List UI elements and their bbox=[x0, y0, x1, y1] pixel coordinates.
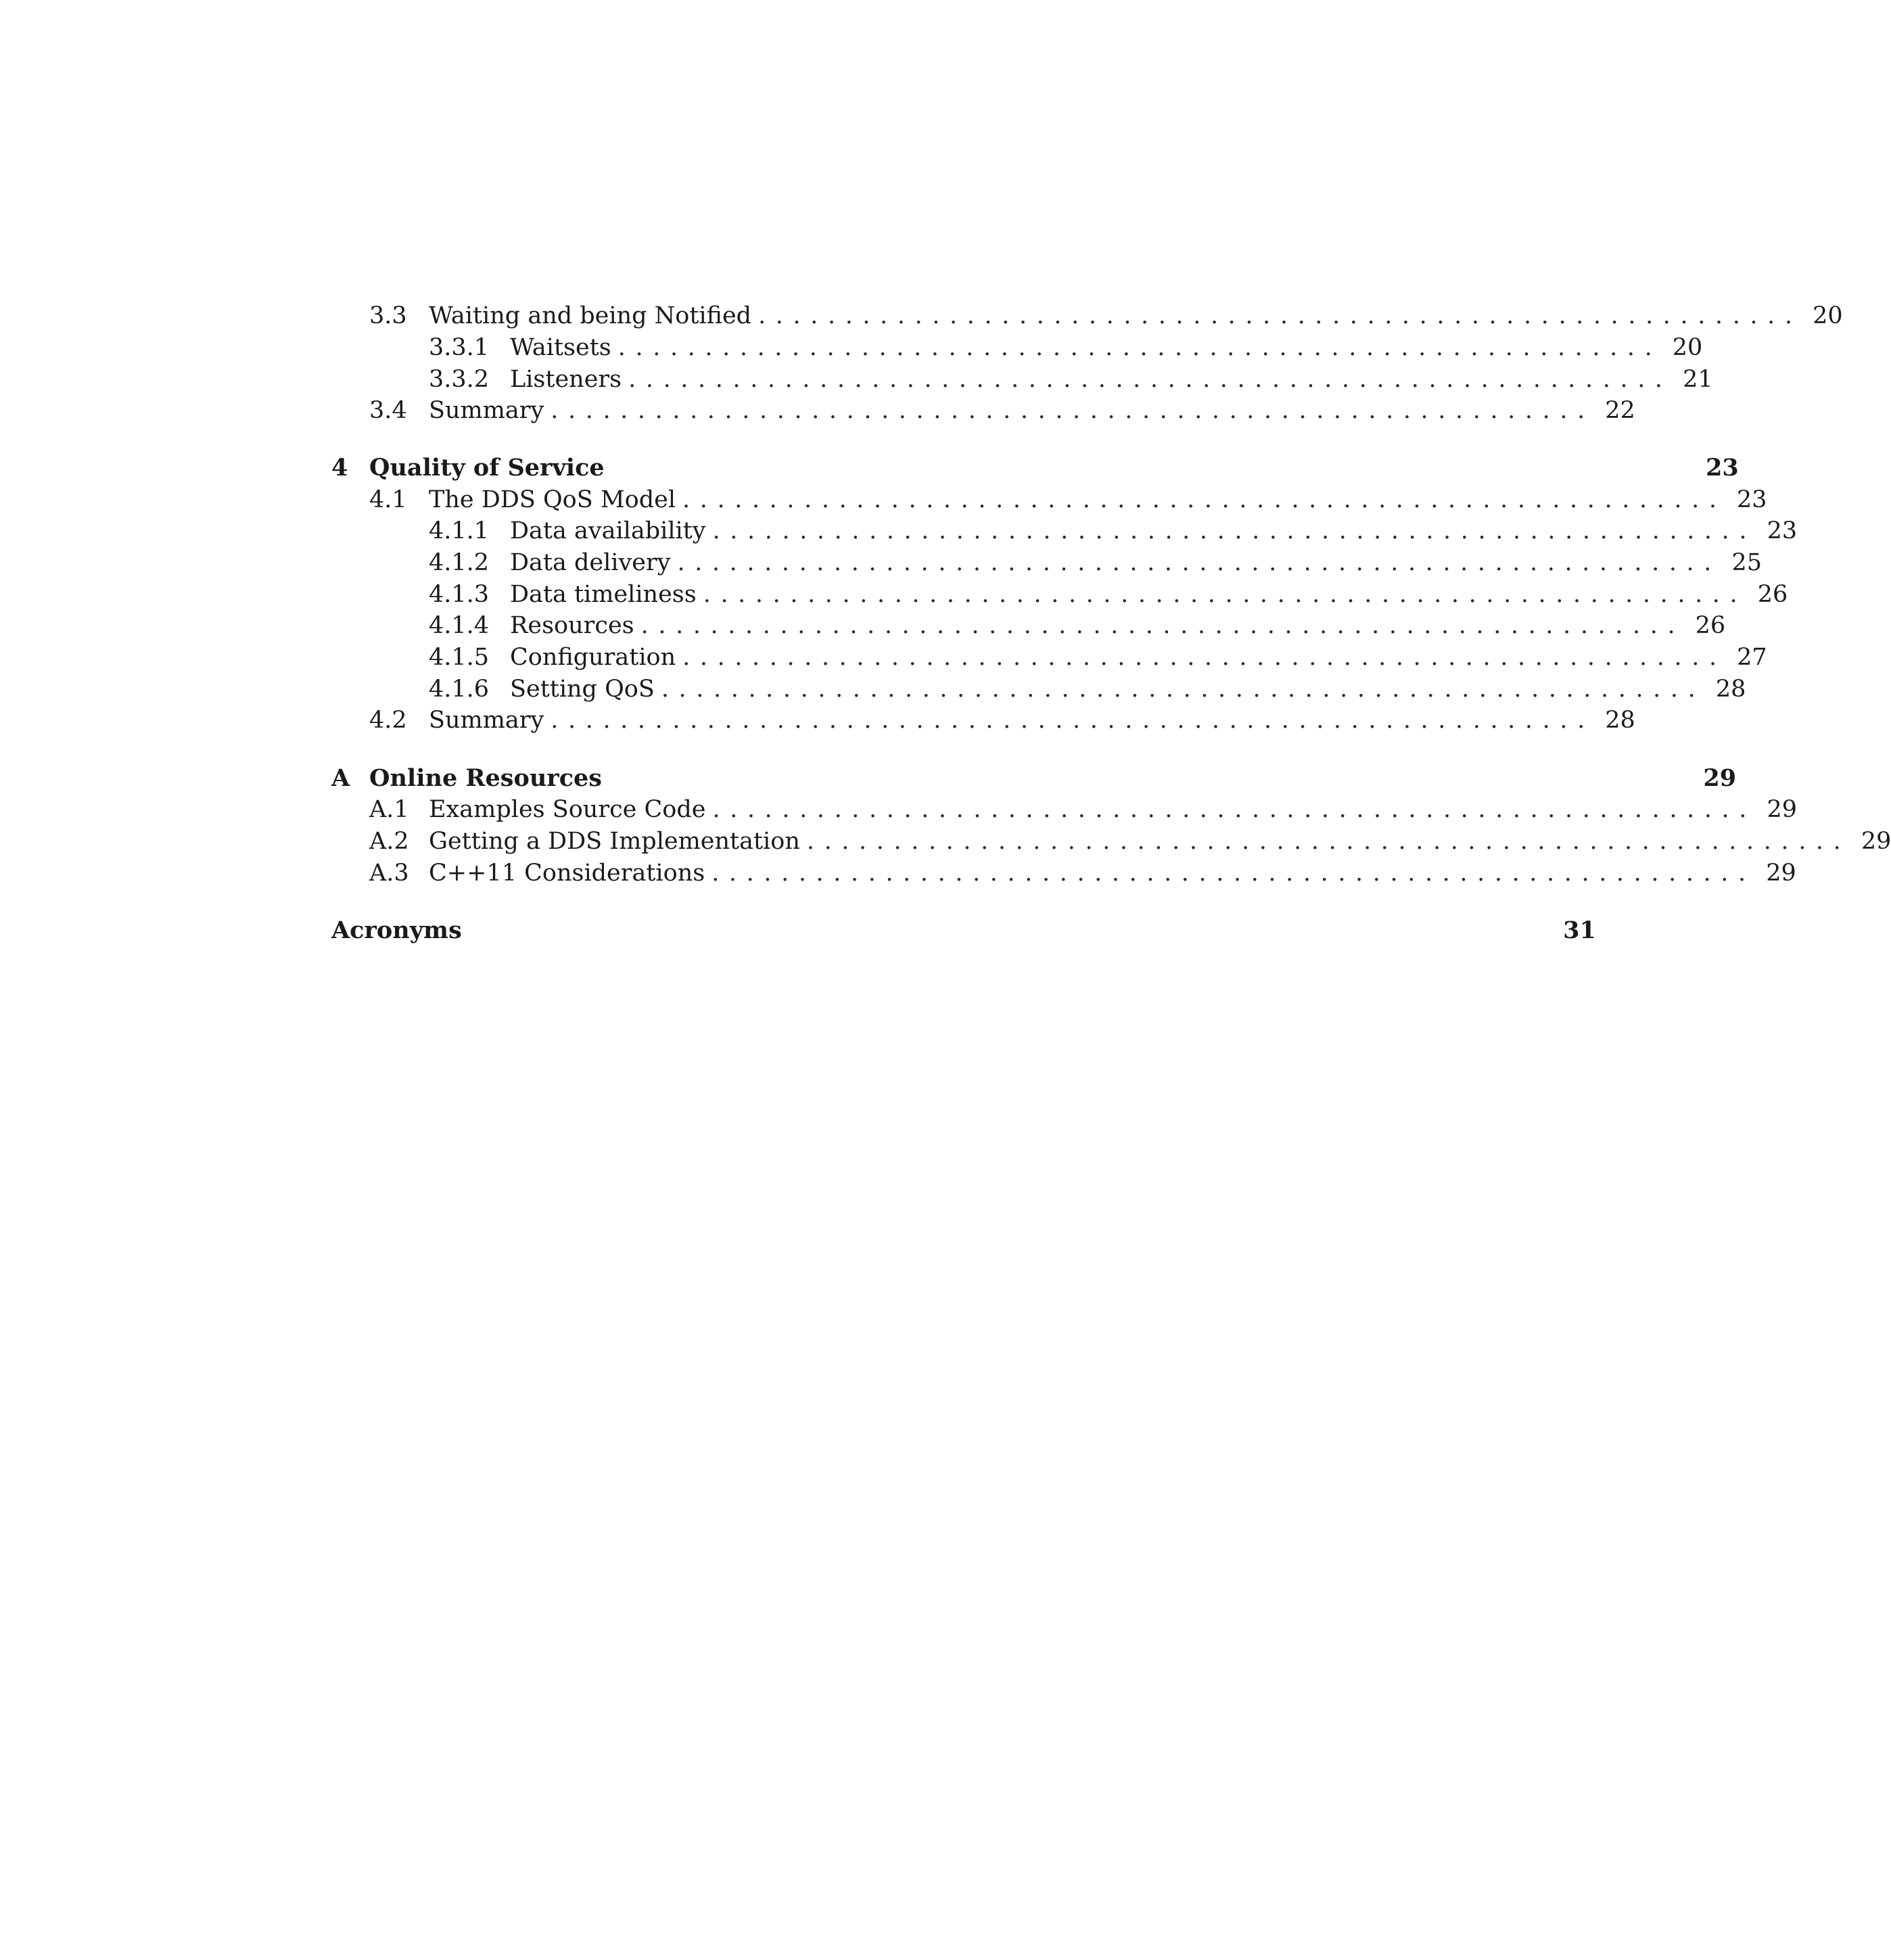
toc-entry-page-number: 26 bbox=[1695, 612, 1726, 639]
toc-entry-number: 4.1.3 bbox=[429, 581, 490, 608]
toc-chapter-entry[interactable] bbox=[331, 764, 1737, 793]
toc-entry-title: Data timeliness bbox=[510, 581, 697, 608]
toc-subsection-entry[interactable] bbox=[429, 333, 1703, 363]
toc-dot-leader: ............................................................ bbox=[661, 676, 1706, 703]
toc-entry-page-number: 25 bbox=[1731, 549, 1762, 576]
toc-entry-title: Data availability bbox=[510, 517, 706, 544]
toc-dot-leader: ............................................................ bbox=[711, 860, 1756, 887]
toc-entry-page-number: 26 bbox=[1757, 581, 1788, 608]
toc-entry-page-number: 23 bbox=[1767, 517, 1798, 544]
toc-entry-number: 4.1.2 bbox=[429, 549, 490, 576]
toc-entry-number: 4 bbox=[331, 454, 348, 482]
toc-section-entry[interactable] bbox=[369, 396, 1635, 425]
toc-section-entry[interactable] bbox=[369, 858, 1796, 888]
toc-section-entry[interactable] bbox=[369, 795, 1798, 824]
toc-entry-number: 4.2 bbox=[369, 707, 407, 734]
toc-entry-page-number: 27 bbox=[1737, 644, 1767, 671]
toc-entry-number: A bbox=[331, 764, 350, 792]
toc-entry-title: Listeners bbox=[510, 366, 622, 393]
toc-entry-number: 4.1 bbox=[369, 486, 407, 513]
toc-entry-number: 3.3.1 bbox=[429, 334, 490, 361]
toc-subsection-entry[interactable] bbox=[429, 674, 1746, 704]
toc-dot-leader: ............................................................ bbox=[703, 581, 1748, 608]
toc-entry-number: 3.3.2 bbox=[429, 366, 490, 393]
toc-entry-title: Waitsets bbox=[510, 334, 611, 361]
toc-entry-title: Getting a DDS Implementation bbox=[429, 828, 800, 855]
toc-dot-leader: ............................................................ bbox=[677, 549, 1722, 576]
toc-subsection-entry[interactable] bbox=[429, 611, 1726, 640]
toc-entry-page-number: 28 bbox=[1605, 707, 1635, 734]
toc-section-entry[interactable] bbox=[369, 826, 1891, 856]
toc-subsection-entry[interactable] bbox=[429, 580, 1788, 609]
toc-section-entry[interactable] bbox=[369, 301, 1843, 331]
toc-entry-page-number: 31 bbox=[1563, 916, 1596, 944]
toc-entry-page-number: 29 bbox=[1767, 796, 1798, 823]
toc-entry-title: Setting QoS bbox=[510, 676, 655, 703]
toc-entry-page-number: 29 bbox=[1766, 860, 1796, 887]
toc-subsection-entry[interactable] bbox=[429, 516, 1798, 546]
toc-entry-title: C++11 Considerations bbox=[429, 860, 705, 887]
toc-section-entry[interactable] bbox=[369, 485, 1767, 515]
toc-dot-leader: ............................................................ bbox=[551, 707, 1595, 734]
toc-dot-leader: ............................................................ bbox=[712, 796, 1757, 823]
toc-dot-leader: ............................................................ bbox=[682, 644, 1727, 671]
toc-entry-page-number: 28 bbox=[1715, 676, 1746, 703]
toc-entry-number: A.1 bbox=[369, 796, 409, 823]
toc-entry-page-number: 29 bbox=[1703, 764, 1737, 792]
toc-entry-number: 4.1.6 bbox=[429, 676, 490, 703]
toc-entry-title: Summary bbox=[429, 397, 544, 424]
toc-dot-leader: ............................................................ bbox=[617, 334, 1662, 361]
toc-dot-leader: ............................................................ bbox=[640, 612, 1685, 639]
toc-section-entry[interactable] bbox=[369, 705, 1635, 735]
toc-entry-page-number: 22 bbox=[1605, 397, 1635, 424]
toc-dot-leader: ............................................................ bbox=[806, 828, 1851, 855]
toc-entry-title: Data delivery bbox=[510, 549, 671, 576]
toc-entry-number: 3.4 bbox=[369, 397, 407, 424]
toc-entry-title: Quality of Service bbox=[369, 454, 605, 482]
toc-entry-title: Waiting and being Notified bbox=[429, 302, 752, 329]
toc-entry-page-number: 21 bbox=[1683, 366, 1713, 393]
toc-dot-leader: ............................................................ bbox=[712, 517, 1757, 544]
toc-entry-title: Acronyms bbox=[331, 916, 462, 944]
toc-entry-page-number: 23 bbox=[1706, 454, 1739, 482]
toc-subsection-entry[interactable] bbox=[429, 365, 1713, 394]
toc-chapter-entry[interactable] bbox=[331, 453, 1739, 483]
toc-chapter-entry[interactable] bbox=[331, 916, 1596, 946]
toc-entry-number: 3.3 bbox=[369, 302, 407, 329]
toc-entry-page-number: 29 bbox=[1861, 828, 1891, 855]
toc-entry-title: Online Resources bbox=[369, 764, 603, 792]
toc-entry-title: Summary bbox=[429, 707, 544, 734]
toc-entry-number: 4.1.1 bbox=[429, 517, 490, 544]
toc-entry-title: Configuration bbox=[510, 644, 676, 671]
toc-dot-leader: ............................................................ bbox=[682, 486, 1727, 513]
toc-entry-number: 4.1.5 bbox=[429, 644, 490, 671]
toc-dot-leader: ............................................................ bbox=[628, 366, 1673, 393]
toc-entry-number: 4.1.4 bbox=[429, 612, 490, 639]
toc-subsection-entry[interactable] bbox=[429, 548, 1762, 578]
toc-entry-page-number: 20 bbox=[1813, 302, 1843, 329]
toc-dot-leader: ............................................................ bbox=[551, 397, 1595, 424]
toc-dot-leader: ............................................................ bbox=[758, 302, 1802, 329]
toc-entry-title: Examples Source Code bbox=[429, 796, 706, 823]
toc-entry-page-number: 23 bbox=[1737, 486, 1767, 513]
toc-entry-number: A.3 bbox=[369, 860, 409, 887]
toc-entry-title: The DDS QoS Model bbox=[429, 486, 676, 513]
toc-entry-number: A.2 bbox=[369, 828, 409, 855]
toc-subsection-entry[interactable] bbox=[429, 643, 1767, 672]
toc-entry-page-number: 20 bbox=[1672, 334, 1703, 361]
toc-entry-title: Resources bbox=[510, 612, 634, 639]
